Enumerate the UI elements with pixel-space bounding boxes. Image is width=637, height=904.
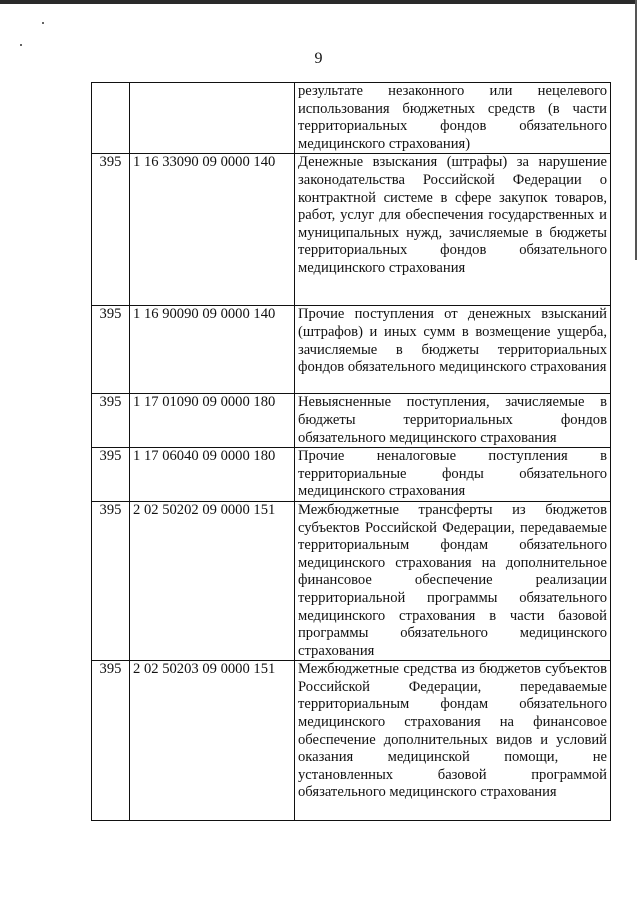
scan-speck <box>20 44 22 46</box>
description-cell: Межбюджетные трансферты из бюджетов субъектов Российской Федерации, передаваемые территориальным фондам обязательного медицинского страхования на дополнительное финансовое обеспечение реализации территориальной программы обязательного медицинского страхования в части базовой программы обязательного медицинского страхования <box>295 501 611 660</box>
description-cell: Прочие неналоговые поступления в территориальные фонды обязательного медицинского страхования <box>295 448 611 502</box>
admin-code-cell: 395 <box>92 448 130 502</box>
description-cell: Прочие поступления от денежных взысканий (штрафов) и иных сумм в возмещение ущерба, зачисляемые в бюджеты территориальных фондов обязательного медицинского страхования <box>295 306 611 394</box>
table-row <box>92 661 611 821</box>
admin-code-cell: 395 <box>92 394 130 448</box>
description-cell: Денежные взыскания (штрафы) за нарушение законодательства Российской Федерации о контрактной системе в сфере закупок товаров, работ, услуг для обеспечения государственных и муниципальных нужд, зачисляемые в бюджеты территориальных фондов обязательного медицинского страхования <box>295 154 611 306</box>
admin-code-cell: 395 <box>92 661 130 821</box>
table-row <box>92 154 611 306</box>
admin-code-cell: 395 <box>92 306 130 394</box>
table-row <box>92 83 611 154</box>
description-cell: результате незаконного или нецелевого использования бюджетных средств (в части территориальных фондов обязательного медицинского страхования) <box>295 83 611 154</box>
table-row <box>92 448 611 502</box>
revenue-code-cell: 1 17 06040 09 0000 180 <box>130 448 295 502</box>
revenue-code-cell: 2 02 50203 09 0000 151 <box>130 661 295 821</box>
table-row <box>92 501 611 660</box>
description-cell: Невыясненные поступления, зачисляемые в бюджеты территориальных фондов обязательного медицинского страхования <box>295 394 611 448</box>
revenue-code-cell <box>130 83 295 154</box>
revenue-code-cell: 1 16 33090 09 0000 140 <box>130 154 295 306</box>
admin-code-cell <box>92 83 130 154</box>
scan-edge-top <box>0 0 637 4</box>
scan-speck <box>42 22 44 24</box>
page-number: 9 <box>314 50 323 67</box>
table-row <box>92 306 611 394</box>
admin-code-cell: 395 <box>92 501 130 660</box>
revenue-code-cell: 1 16 90090 09 0000 140 <box>130 306 295 394</box>
table-row <box>92 394 611 448</box>
description-cell: Межбюджетные средства из бюджетов субъектов Российской Федерации, передаваемые территориальным фондам обязательного медицинского страхования на финансовое обеспечение дополнительных видов и условий оказания медицинской помощи, не установленных базовой программой обязательного медицинского страхования <box>295 661 611 821</box>
revenue-codes-table <box>91 82 611 821</box>
admin-code-cell: 395 <box>92 154 130 306</box>
revenue-code-cell: 2 02 50202 09 0000 151 <box>130 501 295 660</box>
revenue-code-cell: 1 17 01090 09 0000 180 <box>130 394 295 448</box>
